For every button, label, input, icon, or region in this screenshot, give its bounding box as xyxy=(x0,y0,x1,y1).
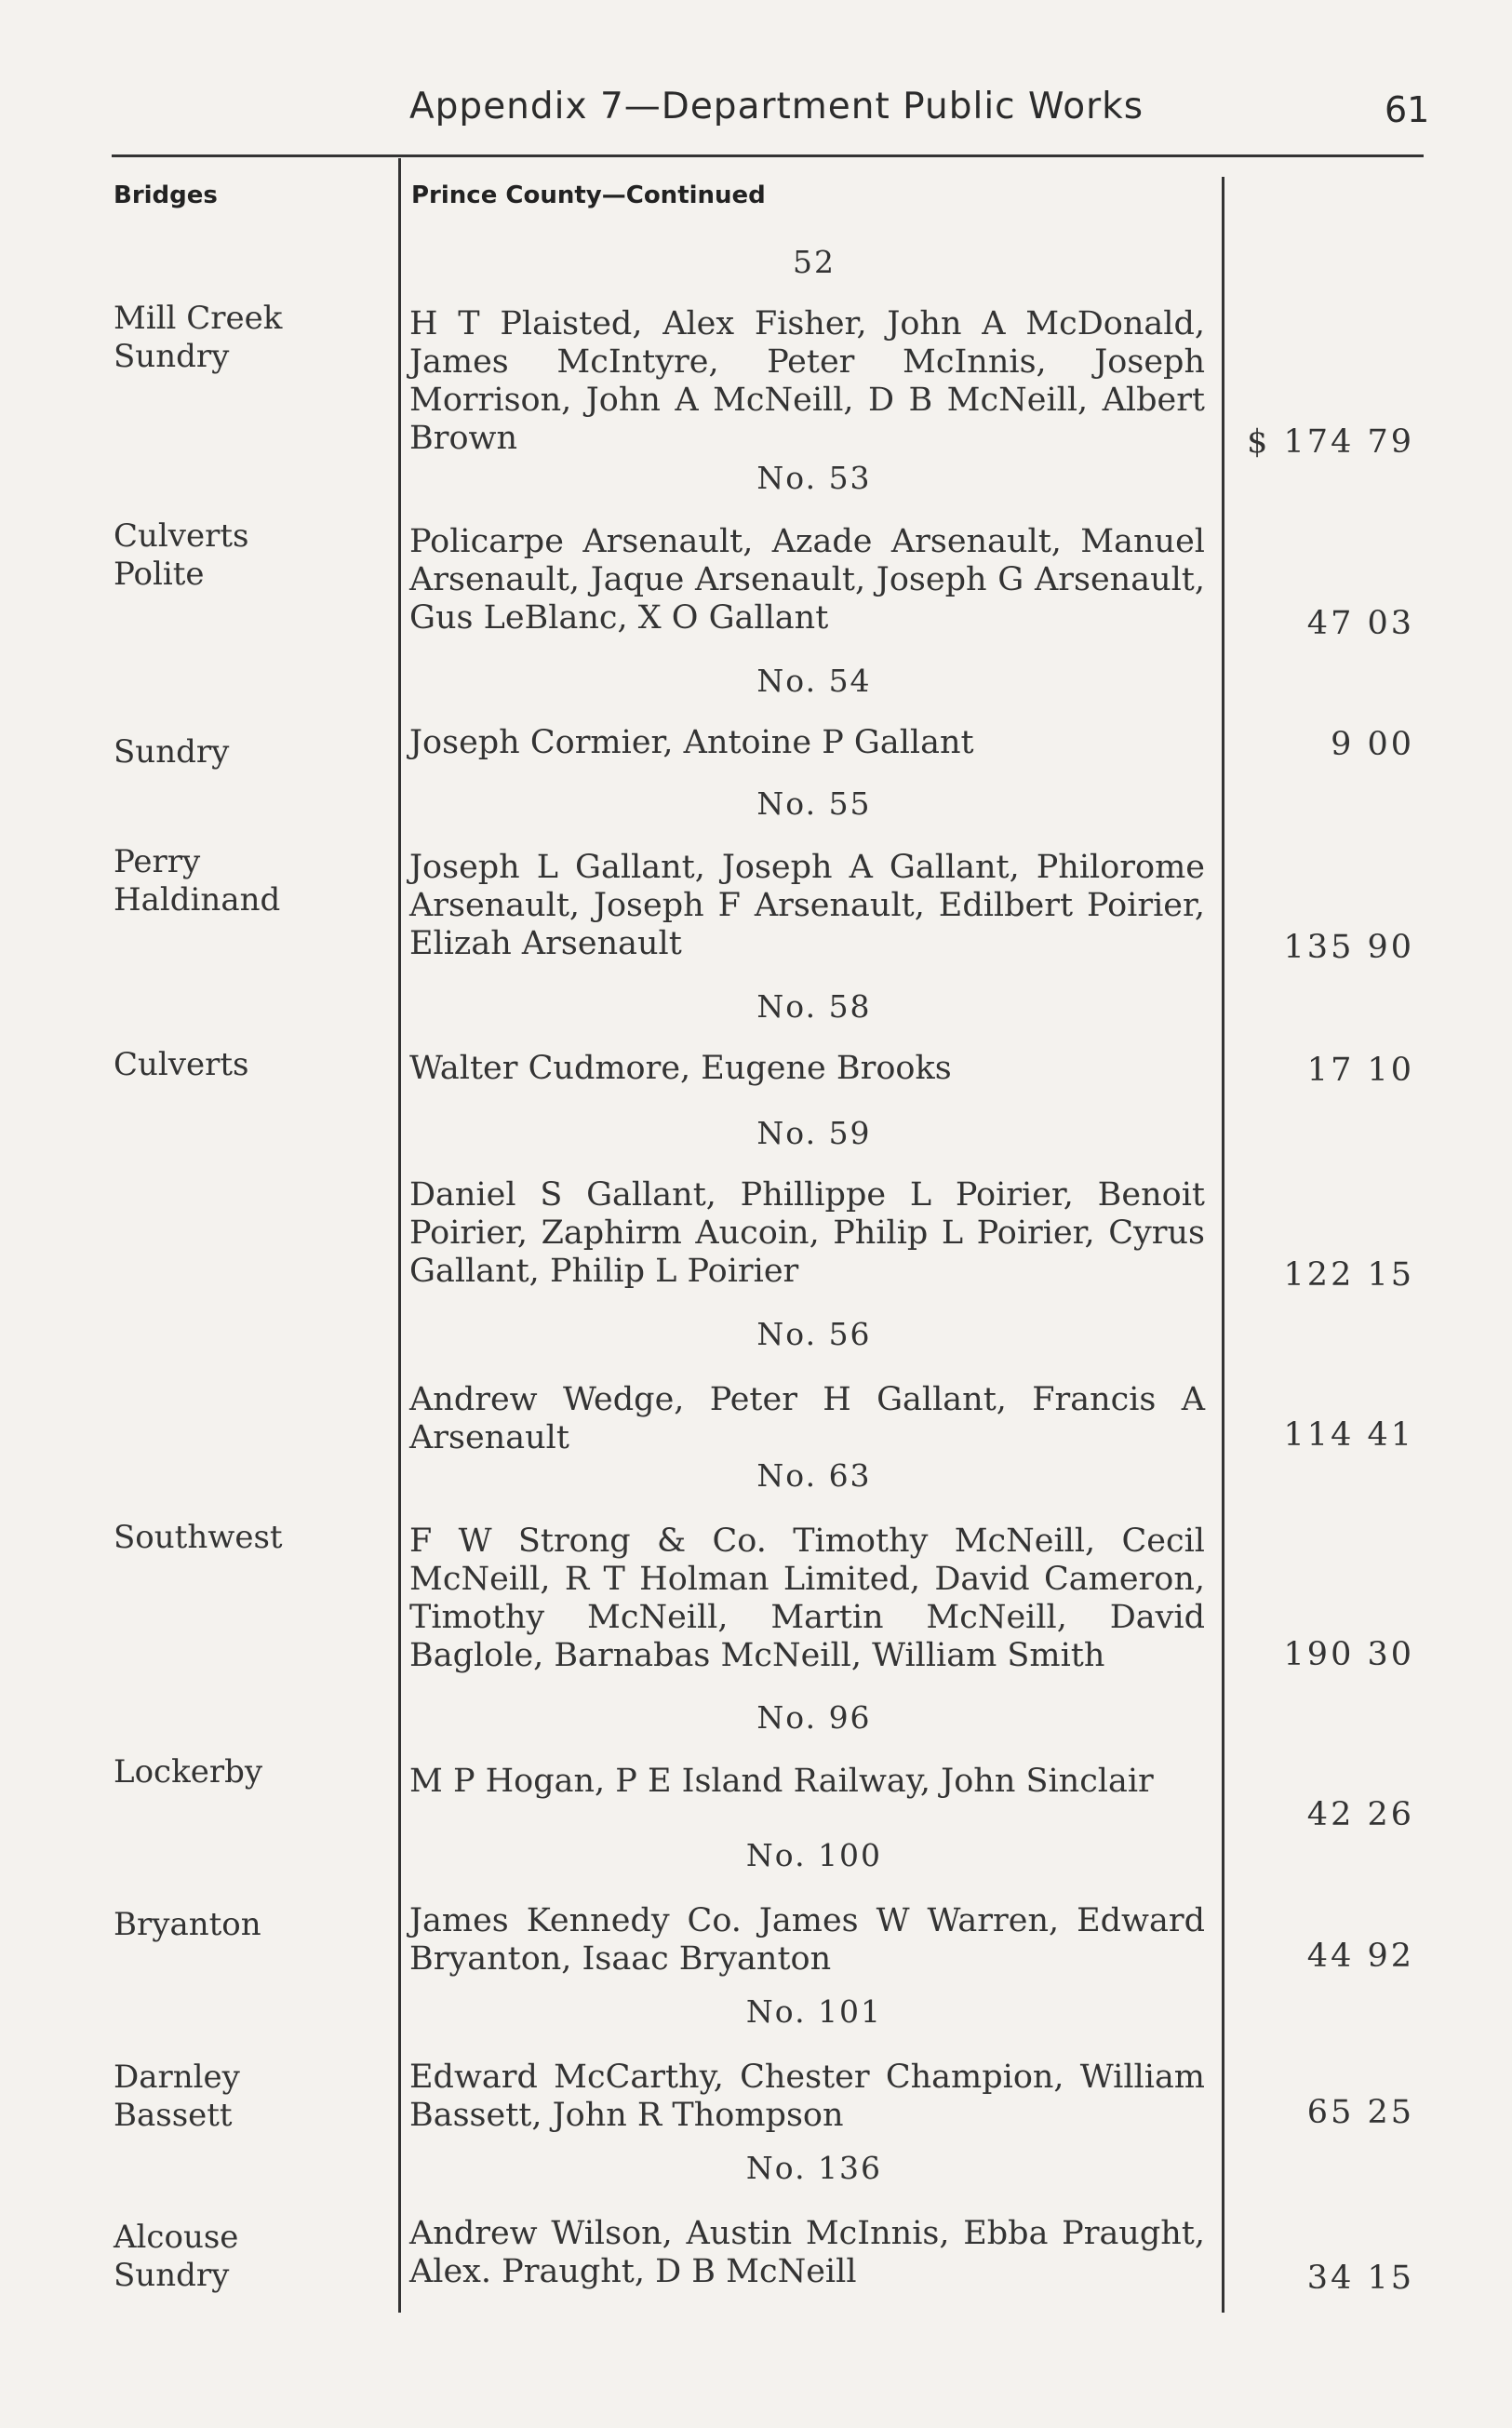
entry-location xyxy=(114,2059,393,2135)
entry-location xyxy=(114,2219,393,2295)
entry-location xyxy=(114,1046,393,1084)
location-line: Lockerby xyxy=(114,1753,263,1791)
entry-number: No. 53 xyxy=(756,460,872,496)
entry-names: Edward McCarthy, Chester Champion, William Bassett, John R Thompson xyxy=(409,2059,1205,2134)
location-line: Haldinand xyxy=(114,881,281,919)
location-line: Mill Creek xyxy=(114,300,283,337)
location-line: Bassett xyxy=(114,2097,233,2134)
location-line: Southwest xyxy=(114,1519,283,1556)
entry-names: F W Strong & Co. Timothy McNeill, Cecil McNeill, R T Holman Limited, David Cameron, Timothy McNeill, Martin McNeill, David Baglole, Barnabas McNeill, William Smith xyxy=(409,1523,1205,1674)
entry-number: No. 54 xyxy=(756,663,872,699)
location-line: Bryanton xyxy=(114,1906,261,1943)
entry-location xyxy=(114,1753,393,1791)
entry-location xyxy=(114,733,393,771)
entry-number: No. 100 xyxy=(745,1837,883,1873)
entry-names: Joseph Cormier, Antoine P Gallant xyxy=(409,724,974,761)
entry-location xyxy=(114,1906,393,1944)
bridges-column-heading: Bridges xyxy=(114,181,218,209)
entry-number: No. 55 xyxy=(756,785,872,822)
header-rule xyxy=(112,154,1424,157)
location-line: Perry xyxy=(114,843,201,880)
location-line: Alcouse xyxy=(114,2219,239,2256)
running-header: Appendix 7—Department Public Works xyxy=(409,86,1144,127)
entry-number: No. 56 xyxy=(756,1316,872,1352)
entry-number: No. 96 xyxy=(756,1699,872,1736)
entry-amount: 42 26 xyxy=(1306,1796,1414,1833)
entry-number: No. 63 xyxy=(756,1457,872,1494)
entry-amount: 122 15 xyxy=(1283,1256,1414,1294)
entry-names: Policarpe Arsenault, Azade Arsenault, Manuel Arsenault, Jaque Arsenault, Joseph G Arsenault, Gus LeBlanc, X O Gallant xyxy=(409,523,1205,637)
entry-amount: 9 00 xyxy=(1331,726,1414,763)
location-line: Sundry xyxy=(114,733,230,771)
location-line: Sundry xyxy=(114,2257,230,2294)
location-line: Polite xyxy=(114,556,205,593)
entry-location xyxy=(114,1519,393,1557)
column-divider-left xyxy=(398,158,401,2313)
entry-amount: 47 03 xyxy=(1306,605,1414,642)
entry-number: No. 136 xyxy=(745,2150,883,2186)
entry-names: Joseph L Gallant, Joseph A Gallant, Philorome Arsenault, Joseph F Arsenault, Edilbert Poirier, Elizah Arsenault xyxy=(409,849,1205,962)
entry-names: M P Hogan, P E Island Railway, John Sinclair xyxy=(409,1763,1154,1800)
entry-amount: 17 10 xyxy=(1306,1052,1414,1089)
location-line: Culverts xyxy=(114,1046,249,1083)
entry-amount: 44 92 xyxy=(1306,1938,1414,1975)
entry-amount: 190 30 xyxy=(1283,1636,1414,1673)
entry-number: No. 58 xyxy=(756,988,872,1025)
location-line: Darnley xyxy=(114,2059,240,2096)
entry-number: No. 101 xyxy=(745,1993,883,2030)
column-divider-right xyxy=(1222,177,1224,2313)
entry-location xyxy=(114,843,393,919)
entry-names: Andrew Wilson, Austin McInnis, Ebba Praught, Alex. Praught, D B McNeill xyxy=(409,2215,1205,2290)
entry-names: Andrew Wedge, Peter H Gallant, Francis A Arsenault xyxy=(409,1381,1205,1456)
entry-amount: $ 174 79 xyxy=(1247,423,1414,461)
entry-amount: 34 15 xyxy=(1306,2260,1414,2297)
entry-names: Walter Cudmore, Eugene Brooks xyxy=(409,1050,952,1087)
entry-number: No. 59 xyxy=(756,1115,872,1151)
entry-location xyxy=(114,300,393,376)
entry-amount: 114 41 xyxy=(1283,1416,1414,1454)
entry-names: Daniel S Gallant, Phillippe L Poirier, Benoit Poirier, Zaphirm Aucoin, Philip L Poirier, Cyrus Gallant, Philip L Poirier xyxy=(409,1176,1205,1290)
entry-number: 52 xyxy=(793,244,836,280)
entry-amount: 65 25 xyxy=(1306,2094,1414,2131)
entry-amount: 135 90 xyxy=(1283,929,1414,966)
location-line: Culverts xyxy=(114,517,249,555)
page-number: 61 xyxy=(1385,89,1430,130)
entry-names: James Kennedy Co. James W Warren, Edward Bryanton, Isaac Bryanton xyxy=(409,1902,1205,1978)
location-line: Sundry xyxy=(114,338,230,375)
county-column-heading: Prince County—Continued xyxy=(411,181,766,209)
entry-location xyxy=(114,517,393,594)
entry-names: H T Plaisted, Alex Fisher, John A McDonald, James McIntyre, Peter McInnis, Joseph Morrison, John A McNeill, D B McNeill, Albert Brown xyxy=(409,305,1205,457)
